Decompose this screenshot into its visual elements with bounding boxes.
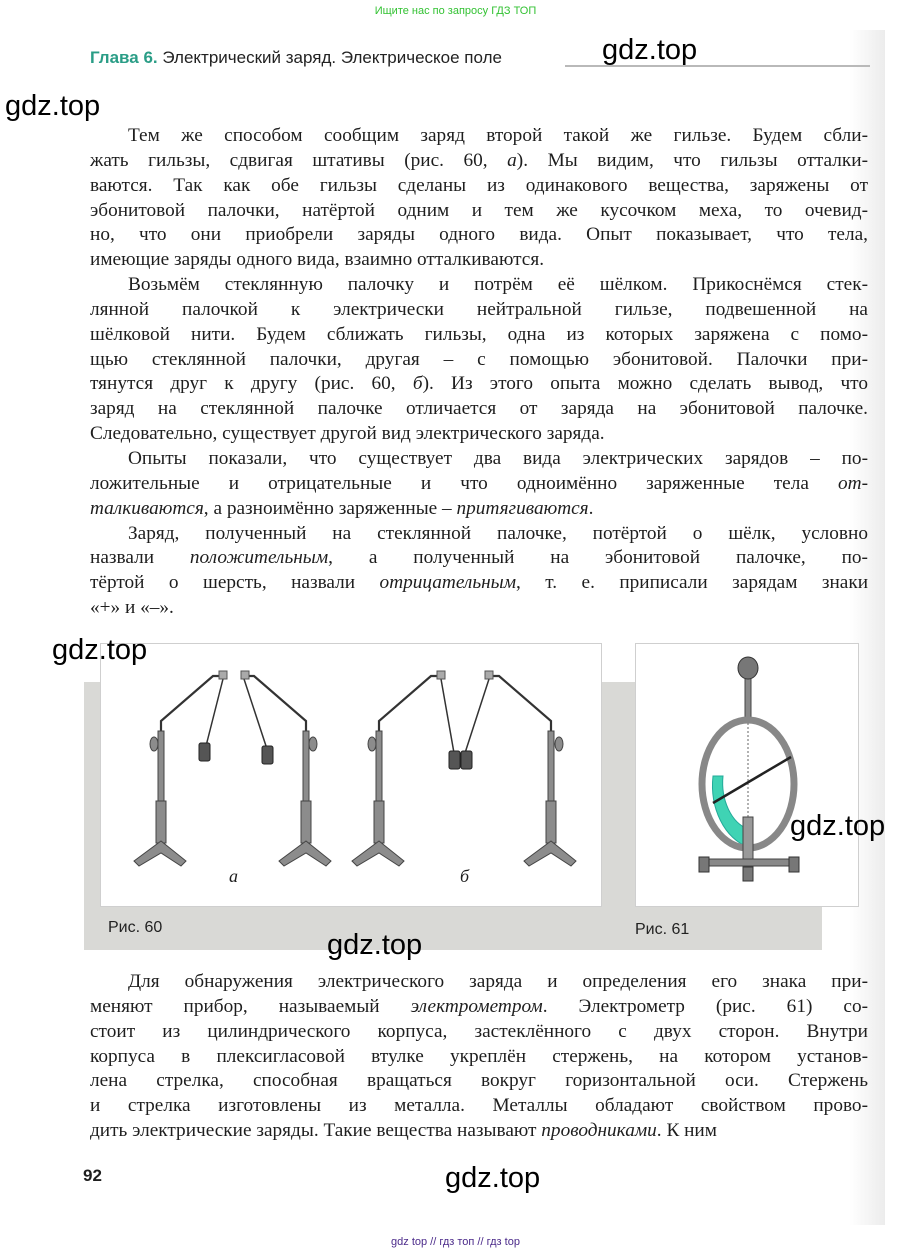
text-line [90,1020,868,1045]
text-run: лена стрелка, способная вращаться вокруг горизонтальной оси. Стержень [90,1070,868,1092]
emphasized-text: а [507,149,517,171]
text-run: назвали [90,547,190,569]
figure-60-label-a: а [229,866,238,886]
text-run: лянной палочкой к электрически нейтральной гильзе, подвешенной на [90,298,868,320]
figure-60-label-b: б [460,866,470,886]
text-line [90,995,868,1020]
text-line [90,273,868,298]
watermark: gdz.top [5,90,101,122]
text-run: щью стеклянной палочки, другая – с помощью эбонитовой. Палочки при- [90,348,868,370]
text-run: меняют прибор, называемый [90,995,411,1017]
watermark: gdz.top [327,929,423,961]
text-run: тёртой о шерсть, назвали [90,572,380,594]
text-run: , а разноимённо заряженные – [203,497,457,519]
text-run: ложительные и отрицательные и что одноимённо заряженные тела [90,472,838,494]
text-line [90,522,868,547]
text-run: Следовательно, существует другой вид электрического заряда. [90,423,605,445]
text-run: но, что они приобрели заряды одного вида. Опыт показывает, что тела, [90,224,868,246]
footer-links[interactable]: gdz top // гдз топ // гдз top [391,1236,520,1248]
text-run: . [588,497,594,519]
text-line [90,546,868,571]
text-run: ваются. Так как обе гильзы сделаны из одинакового вещества, заряжены от [90,174,868,196]
text-line [90,298,868,323]
watermark: gdz.top [602,34,698,66]
text-line [90,199,868,224]
figure-60 [100,643,602,907]
text-run: Возьмём стеклянную палочку и потрём её шёлком. Прикоснёмся стек- [128,274,868,296]
text-line [90,596,868,621]
text-run: заряд на стеклянной палочке отличается от заряда на эбонитовой палочке. [90,398,868,420]
emphasized-text: б [412,373,423,395]
text-line [90,348,868,373]
text-run: , а полученный на эбонитовой палочке, по- [328,547,868,569]
body-text-top [90,124,868,621]
emphasized-text: отрицательным [379,572,517,594]
text-line [90,174,868,199]
watermark: gdz.top [445,1162,541,1194]
search-hint-banner: Ищите нас по запросу ГДЗ ТОП [374,5,537,17]
text-line [90,1119,868,1144]
text-line [90,571,868,596]
text-run: ). Мы видим, что гильзы отталки- [516,149,868,171]
text-line [90,323,868,348]
emphasized-text: положительным [189,547,329,569]
text-line [90,970,868,995]
text-run: , т. е. приписали зарядам знаки [516,572,869,594]
text-line [90,248,868,273]
text-line [90,1045,868,1070]
electroscope-stands-illustration [101,644,601,906]
text-line [90,472,868,497]
text-run: и стрелка изготовлены из металла. Металлы обладают свойством прово- [90,1095,868,1117]
text-run: ). Из этого опыта можно сделать вывод, что [422,373,868,395]
text-line [90,372,868,397]
text-run: дить электрические заряды. Такие вещества называют [90,1120,542,1142]
text-run: Опыты показали, что существует два вида электрических зарядов – по- [128,447,868,469]
text-run: Заряд, полученный на стеклянной палочке, потёртой о шёлк, условно [128,522,868,544]
text-run: жать гильзы, сдвигая штативы (рис. 60, [90,149,508,171]
text-run: эбонитовой палочки, натёртой одним и тем же кусочком меха, то очевид- [90,199,868,221]
emphasized-text: проводниками [541,1120,657,1142]
text-line [90,497,868,522]
body-text-bottom [90,970,868,1144]
text-run: «+» и «–». [90,597,174,619]
chapter-title: Электрический заряд. Электрическое поле [162,48,502,67]
text-run: . К ним [656,1120,717,1142]
figure-61-caption: Рис. 61 [635,921,690,938]
text-line [90,422,868,447]
text-run: Для обнаружения электрического заряда и определения его знака при- [128,971,868,992]
figure-61 [635,643,859,907]
text-run: Тем же способом сообщим заряд второй такой же гильзе. Будем сбли- [128,125,868,146]
text-run: имеющие заряды одного вида, взаимно отталкиваются. [90,249,545,271]
text-run: тянутся друг к другу (рис. 60, [90,373,413,395]
text-run: . Электрометр (рис. 61) со- [542,995,869,1017]
text-line [90,1069,868,1094]
text-line [90,149,868,174]
text-line [90,447,868,472]
electrometer-needle [713,757,791,803]
emphasized-text: притягиваются [456,497,589,519]
running-header [90,48,502,68]
figure-60-caption: Рис. 60 [108,919,163,936]
emphasized-text: талкиваются [90,497,204,519]
text-line [90,124,868,149]
emphasized-text: от- [838,472,868,494]
text-run: корпуса в плексигласовой втулке укреплён стержень, на котором установ- [90,1045,868,1067]
page-number: 92 [83,1166,102,1185]
watermark: gdz.top [52,634,148,666]
text-run: шёлковой нити. Будем сближать гильзы, одна из которых заряжена с помо- [90,323,868,345]
text-line [90,1094,868,1119]
emphasized-text: электрометром [410,995,543,1017]
watermark: gdz.top [790,810,886,842]
chapter-number: Глава 6. [90,48,158,67]
text-line [90,223,868,248]
text-run: стоит из цилиндрического корпуса, застеклённого с двух сторон. Внутри [90,1020,868,1042]
text-line [90,397,868,422]
electrometer-illustration [636,644,858,906]
